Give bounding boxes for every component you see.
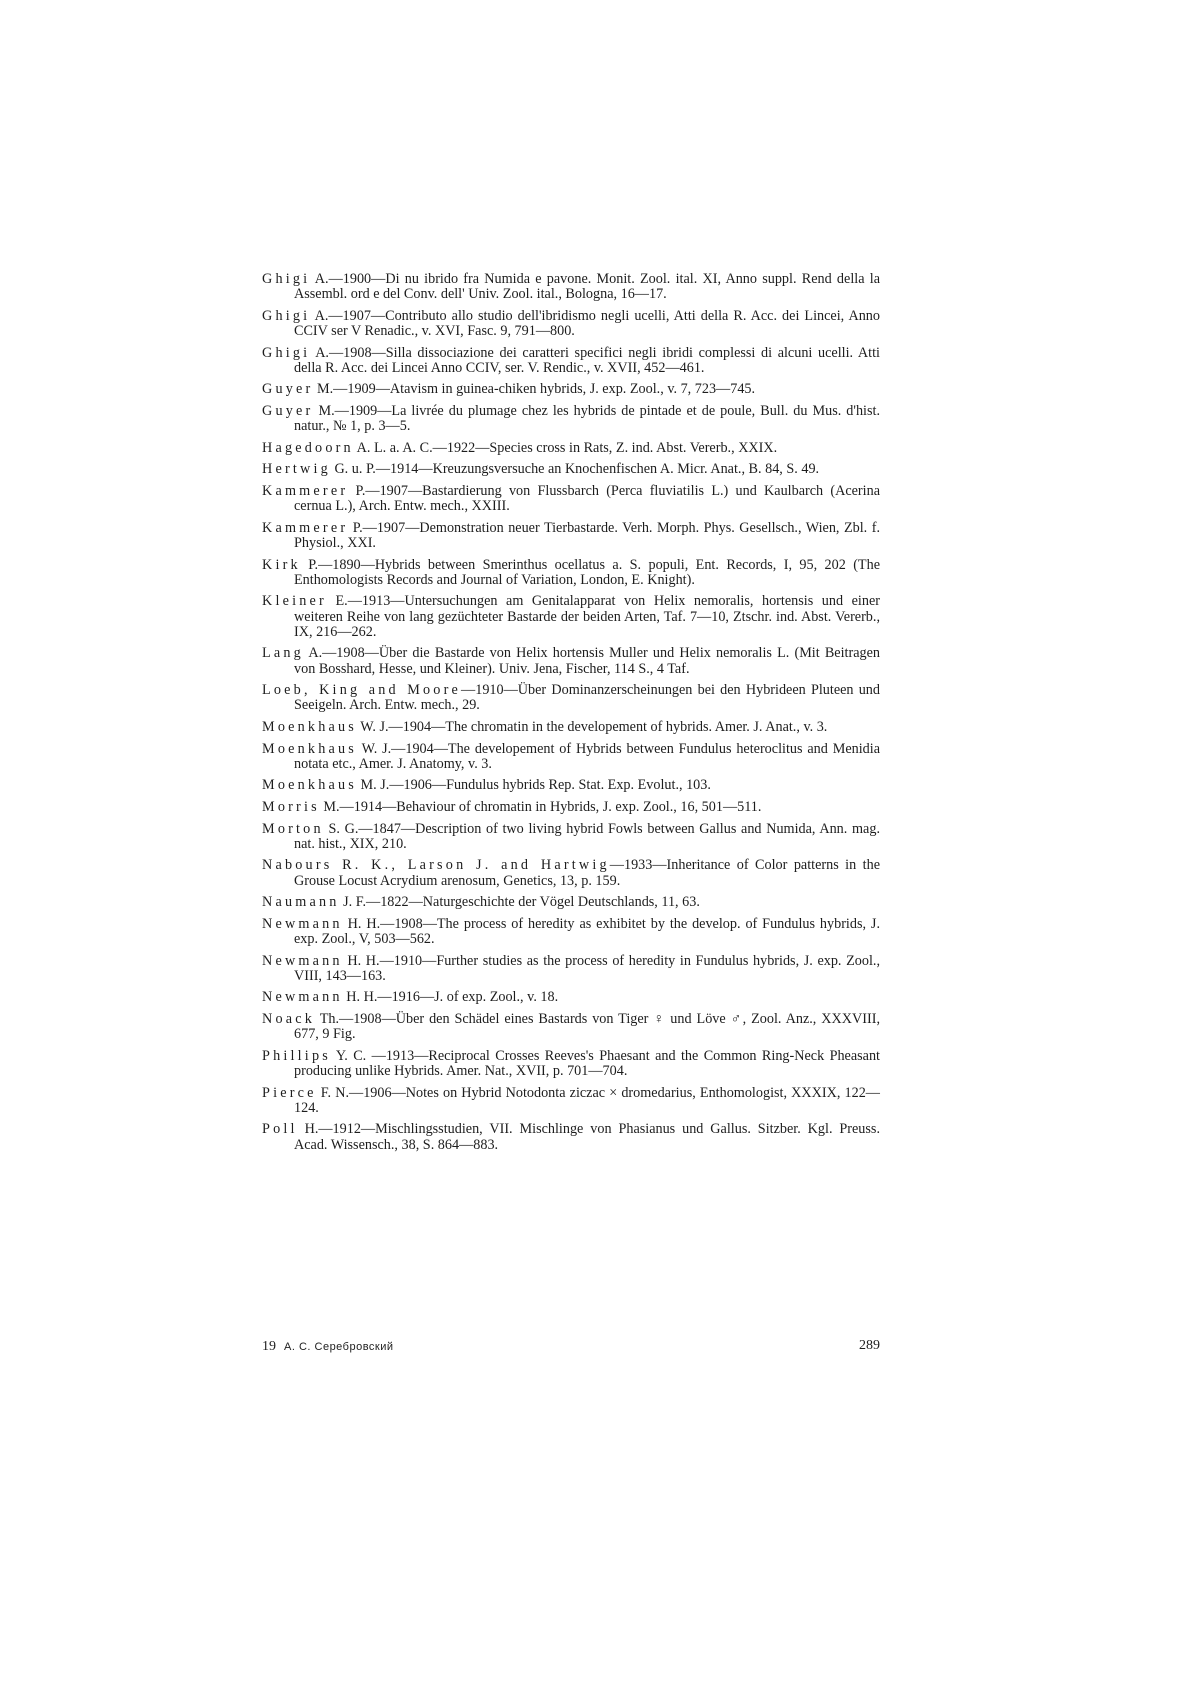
entry-text: M.—1909—Atavism in guinea-chiken hybrids, J. exp. Zool., v. 7, 723—745. bbox=[313, 381, 756, 398]
entry-author: Guyer bbox=[262, 402, 314, 419]
entry-text: —1910—Über Dominanzerscheinungen bei den Hybrideen Pluteen und Seeigeln. Arch. Entw. mech., 29. bbox=[294, 682, 880, 714]
entry-text: G. u. P.—1914—Kreuzungsversuche an Knochenfischen A. Micr. Anat., B. 84, S. 49. bbox=[330, 461, 820, 478]
bibliography-entry bbox=[262, 954, 880, 984]
entry-author: Noack bbox=[262, 1010, 316, 1027]
bibliography-list bbox=[262, 272, 880, 1159]
entry-text: A.—1908—Silla dissociazione dei caratteri specifici negli ibridi complessi di alcuni ucelli. Atti della R. Acc. dei Lincei Anno CCIV, ser. V. Rendic., v. XVII, 452—461. bbox=[294, 344, 880, 376]
bibliography-entry bbox=[262, 309, 880, 339]
entry-author: Moenkhaus bbox=[262, 718, 357, 735]
bibliography-entry bbox=[262, 1012, 880, 1042]
bibliography-entry bbox=[262, 822, 880, 852]
entry-text: H.—1912—Mischlingsstudien, VII. Mischlinge von Phasianus und Gallus. Sitzber. Kgl. Preuss. Acad. Wissensch., 38, S. 864—883. bbox=[294, 1121, 880, 1153]
entry-text: M.—1909—La livrée du plumage chez les hybrids de pintade et de poule, Bull. du Mus. d'hist. natur., № 1, p. 3—5. bbox=[294, 402, 880, 435]
entry-author: Kammerer bbox=[262, 519, 349, 536]
bibliography-entry bbox=[262, 1049, 880, 1079]
entry-author: Ghigi bbox=[262, 271, 311, 287]
entry-text: H. H.—1908—The process of heredity as exhibitet by the develop. of Fundulus hybrids, J. exp. Zool., V, 503—562. bbox=[294, 915, 880, 947]
entry-author: Ghigi bbox=[262, 344, 311, 361]
entry-author: Phillips bbox=[262, 1047, 331, 1064]
bibliography-entry bbox=[262, 1122, 880, 1152]
entry-text: J. F.—1822—Naturgeschichte der Vögel Deutschlands, 11, 63. bbox=[339, 894, 700, 911]
entry-author: Ghigi bbox=[262, 307, 311, 324]
bibliography-entry bbox=[262, 521, 880, 551]
entry-text: P.—1890—Hybrids between Smerinthus ocellatus a. S. populi, Ent. Records, I, 95, 202 (The Enthomologists Records and Journal of Variation, London, E. Knight). bbox=[294, 556, 880, 588]
entry-author: Poll bbox=[262, 1121, 298, 1138]
bibliography-entry bbox=[262, 462, 880, 477]
entry-author: Newmann bbox=[262, 915, 343, 932]
bibliography-entry bbox=[262, 990, 880, 1005]
page-number: 289 bbox=[859, 1338, 880, 1353]
bibliography-entry bbox=[262, 484, 880, 514]
entry-author: Morris bbox=[262, 798, 320, 815]
entry-text: Th.—1908—Über den Schädel eines Bastards von Tiger ♀ und Löve ♂, Zool. Anz., XXXVIII, 677, 9 Fig. bbox=[294, 1010, 880, 1043]
entry-text: P.—1907—Bastardierung von Flussbarch (Perca fluviatilis L.) und Kaulbarch (Acerina cernua L.), Arch. Entw. mech., XXIII. bbox=[294, 482, 880, 515]
bibliography-entry bbox=[262, 646, 880, 676]
entry-author: Newmann bbox=[262, 952, 343, 969]
bibliography-entry bbox=[262, 917, 880, 947]
entry-author: Kammerer bbox=[262, 482, 349, 499]
entry-text: A.—1900—Di nu ibrido fra Numida e pavone. Monit. Zool. ital. XI, Anno suppl. Rend della la Assembl. ord e del Conv. dell' Univ. Zool. ital., Bologna, 16—17. bbox=[294, 271, 880, 303]
bibliography-entry bbox=[262, 382, 880, 397]
entry-author: Kirk bbox=[262, 556, 301, 573]
entry-text: S. G.—1847—Description of two living hybrid Fowls between Gallus and Numida, Ann. mag. nat. hist., XIX, 210. bbox=[294, 820, 880, 852]
signature-number: 19 bbox=[262, 1339, 276, 1354]
entry-text: —1933—Inheritance of Color patterns in the Grouse Locust Acrydium arenosum, Genetics, 13, p. 159. bbox=[294, 857, 881, 889]
bibliography-entry bbox=[262, 858, 880, 888]
bibliography-entry bbox=[262, 272, 880, 302]
bibliography-entry bbox=[262, 346, 880, 376]
bibliography-entry bbox=[262, 441, 880, 456]
bibliography-entry bbox=[262, 404, 880, 434]
printer-signature bbox=[262, 1338, 394, 1355]
entry-author: Guyer bbox=[262, 381, 314, 398]
entry-text: F. N.—1906—Notes on Hybrid Notodonta ziczac × dromedarius, Enthomologist, XXXIX, 122—124. bbox=[294, 1084, 880, 1116]
entry-text: M.—1914—Behaviour of chromatin in Hybrids, J. exp. Zool., 16, 501—511. bbox=[319, 798, 762, 815]
entry-text: Y. C. —1913—Reciprocal Crosses Reeves's Phaesant and the Common Ring-Neck Pheasant producing unlike Hybrids. Amer. Nat., XVII, p. 701—704. bbox=[294, 1047, 880, 1079]
entry-text: A.—1907—Contributo allo studio dell'ibridismo negli ucelli, Atti della R. Acc. dei Lincei, Anno CCIV ser V Renadic., v. XVI, Fasc. 9, 791—800. bbox=[294, 307, 880, 339]
bibliography-entry bbox=[262, 800, 880, 815]
bibliography-entry bbox=[262, 742, 880, 772]
entry-text: E.—1913—Untersuchungen am Genitalapparat von Helix nemoralis, hortensis und einer weiteren Reihe von lang gezüchteter Bastarde der beiden Arten, Taf. 7—10, Ztschr. ind. Abst. Vererb., IX, 216—262. bbox=[294, 593, 880, 640]
entry-author: Loeb, King and Moore bbox=[262, 682, 462, 699]
entry-author: Hagedoorn bbox=[262, 439, 354, 456]
bibliography-entry bbox=[262, 594, 880, 640]
entry-text: W. J.—1904—The developement of Hybrids between Fundulus heteroclitus and Menidia notata etc., Amer. J. Anatomy, v. 3. bbox=[294, 740, 880, 772]
entry-text: H. H.—1910—Further studies as the process of heredity in Fundulus hybrids, J. exp. Zool., VIII, 143—163. bbox=[294, 952, 880, 984]
entry-author: Moenkhaus bbox=[262, 740, 357, 757]
entry-text: A.—1908—Über die Bastarde von Helix hortensis Muller und Helix nemoralis L. (Mit Beitragen von Bosshard, Hesse, und Kleiner). Univ. Jena, Fischer, 114 S., 4 Taf. bbox=[294, 645, 880, 677]
entry-text: P.—1907—Demonstration neuer Tierbastarde. Verh. Morph. Phys. Gesellsch., Wien, Zbl. f. Physiol., XXI. bbox=[294, 519, 880, 551]
bibliography-entry bbox=[262, 683, 880, 713]
entry-author: Nabours R. K., Larson J. and Hartwig bbox=[262, 857, 610, 874]
bibliography-entry bbox=[262, 1086, 880, 1116]
entry-text: M. J.—1906—Fundulus hybrids Rep. Stat. Exp. Evolut., 103. bbox=[357, 777, 711, 794]
bibliography-entry bbox=[262, 720, 880, 735]
entry-text: W. J.—1904—The chromatin in the developement of hybrids. Amer. J. Anat., v. 3. bbox=[357, 718, 828, 735]
entry-author: Morton bbox=[262, 820, 324, 837]
entry-author: Pierce bbox=[262, 1084, 317, 1101]
entry-text: H. H.—1916—J. of exp. Zool., v. 18. bbox=[342, 989, 559, 1006]
bibliography-entry bbox=[262, 895, 880, 910]
bibliography-entry bbox=[262, 558, 880, 588]
entry-author: Newmann bbox=[262, 989, 343, 1006]
signature-text: А. С. Серебровский bbox=[284, 1341, 394, 1353]
entry-author: Moenkhaus bbox=[262, 777, 357, 794]
entry-author: Naumann bbox=[262, 894, 340, 911]
bibliography-entry bbox=[262, 778, 880, 793]
entry-author: Hertwig bbox=[262, 461, 331, 478]
entry-author: Lang bbox=[262, 645, 304, 662]
entry-text: A. L. a. A. C.—1922—Species cross in Rats, Z. ind. Abst. Vererb., XXIX. bbox=[353, 439, 778, 456]
entry-author: Kleiner bbox=[262, 593, 327, 610]
